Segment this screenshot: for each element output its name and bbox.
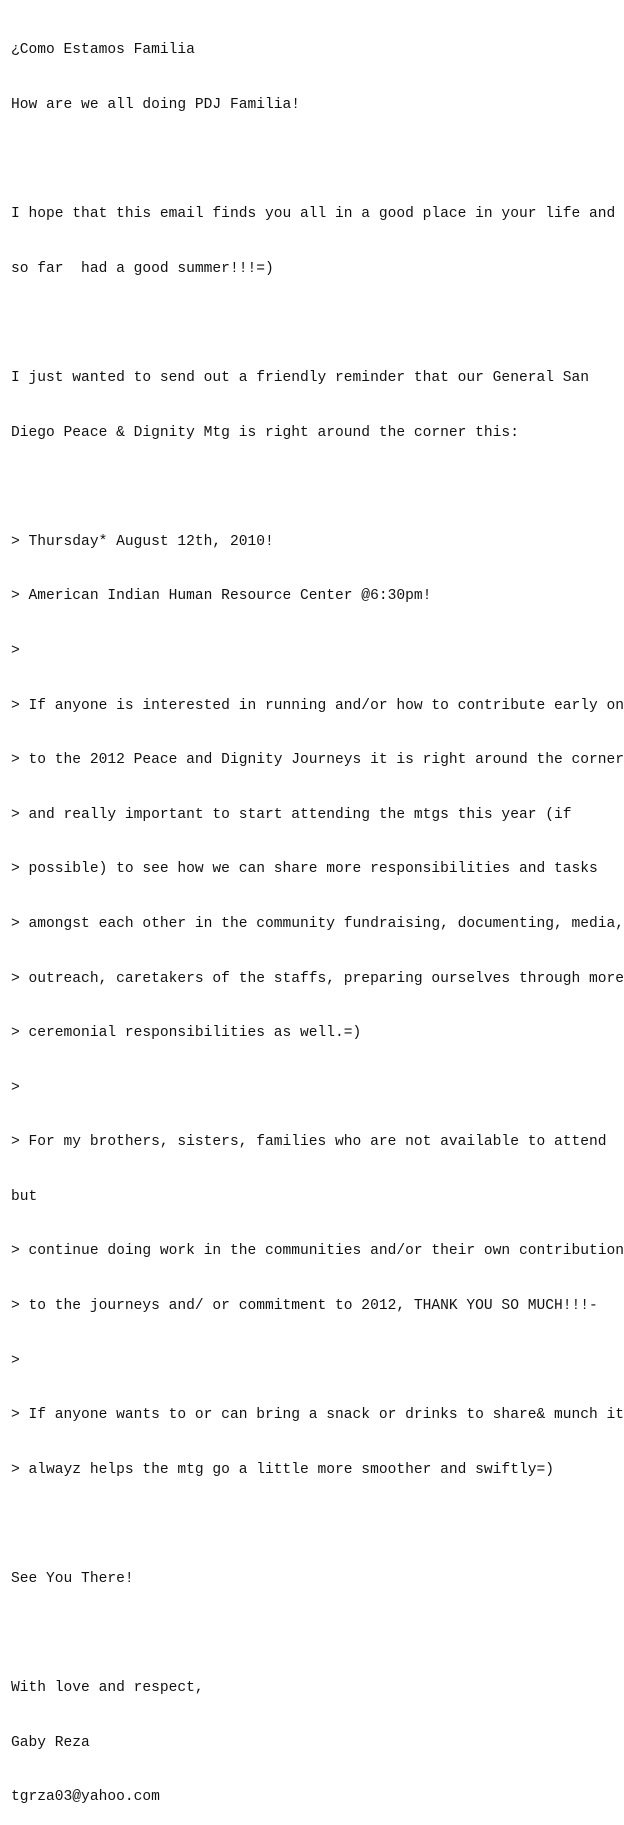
signature-name: Gaby Reza [11, 1734, 90, 1751]
closing-line: See You There! [11, 1571, 134, 1588]
quoted-line: > amongst each other in the community fundraising, documenting, media, [11, 915, 624, 932]
quoted-line: > For my brothers, sisters, families who are not available to attend [11, 1134, 607, 1151]
blank-line [11, 314, 624, 332]
blank-line [11, 478, 624, 496]
blank-line [11, 1625, 624, 1643]
body-text-line: I hope that this email finds you all in a good place in your life and [11, 206, 616, 223]
quoted-line: > outreach, caretakers of the staffs, preparing ourselves through more [11, 970, 624, 987]
quoted-line: > possible) to see how we can share more responsibilities and tasks [11, 861, 598, 878]
quoted-line: > If anyone is interested in running and/or how to contribute early on [11, 697, 624, 714]
blank-line [11, 151, 624, 169]
body-text-line: Diego Peace & Dignity Mtg is right around the corner this: [11, 424, 519, 441]
signature-email: tgrza03@yahoo.com [11, 1789, 160, 1806]
blank-line [11, 1515, 624, 1533]
body-text-line: so far had a good summer!!!=) [11, 260, 274, 277]
quoted-line: > to the journeys and/ or commitment to 2012, THANK YOU SO MUCH!!!- [11, 1298, 598, 1315]
quoted-line: > to the 2012 Peace and Dignity Journeys it is right around the corner [11, 752, 624, 769]
signoff-line: With love and respect, [11, 1680, 204, 1697]
quoted-line: > alwayz helps the mtg go a little more smoother and swiftly=) [11, 1461, 554, 1478]
greeting-line: ¿Como Estamos Familia [11, 42, 195, 59]
quoted-line: > ceremonial responsibilities as well.=) [11, 1025, 362, 1042]
quoted-line: > American Indian Human Resource Center @6:30pm! [11, 588, 432, 605]
quoted-line: > If anyone wants to or can bring a snack or drinks to share& munch it [11, 1407, 624, 1424]
body-text-line: I just wanted to send out a friendly reminder that our General San [11, 369, 590, 386]
greeting-line: How are we all doing PDJ Familia! [11, 97, 301, 113]
quoted-line: > [11, 1352, 20, 1369]
quoted-line: > continue doing work in the communities and/or their own contribution [11, 1243, 624, 1260]
body-text-line: but [11, 1188, 38, 1205]
quoted-line: > and really important to start attending the mtgs this year (if [11, 806, 572, 823]
email-body [11, 5, 624, 1825]
quoted-line: > Thursday* August 12th, 2010! [11, 533, 274, 550]
quoted-line: > [11, 642, 20, 659]
quoted-line: > [11, 1079, 20, 1096]
